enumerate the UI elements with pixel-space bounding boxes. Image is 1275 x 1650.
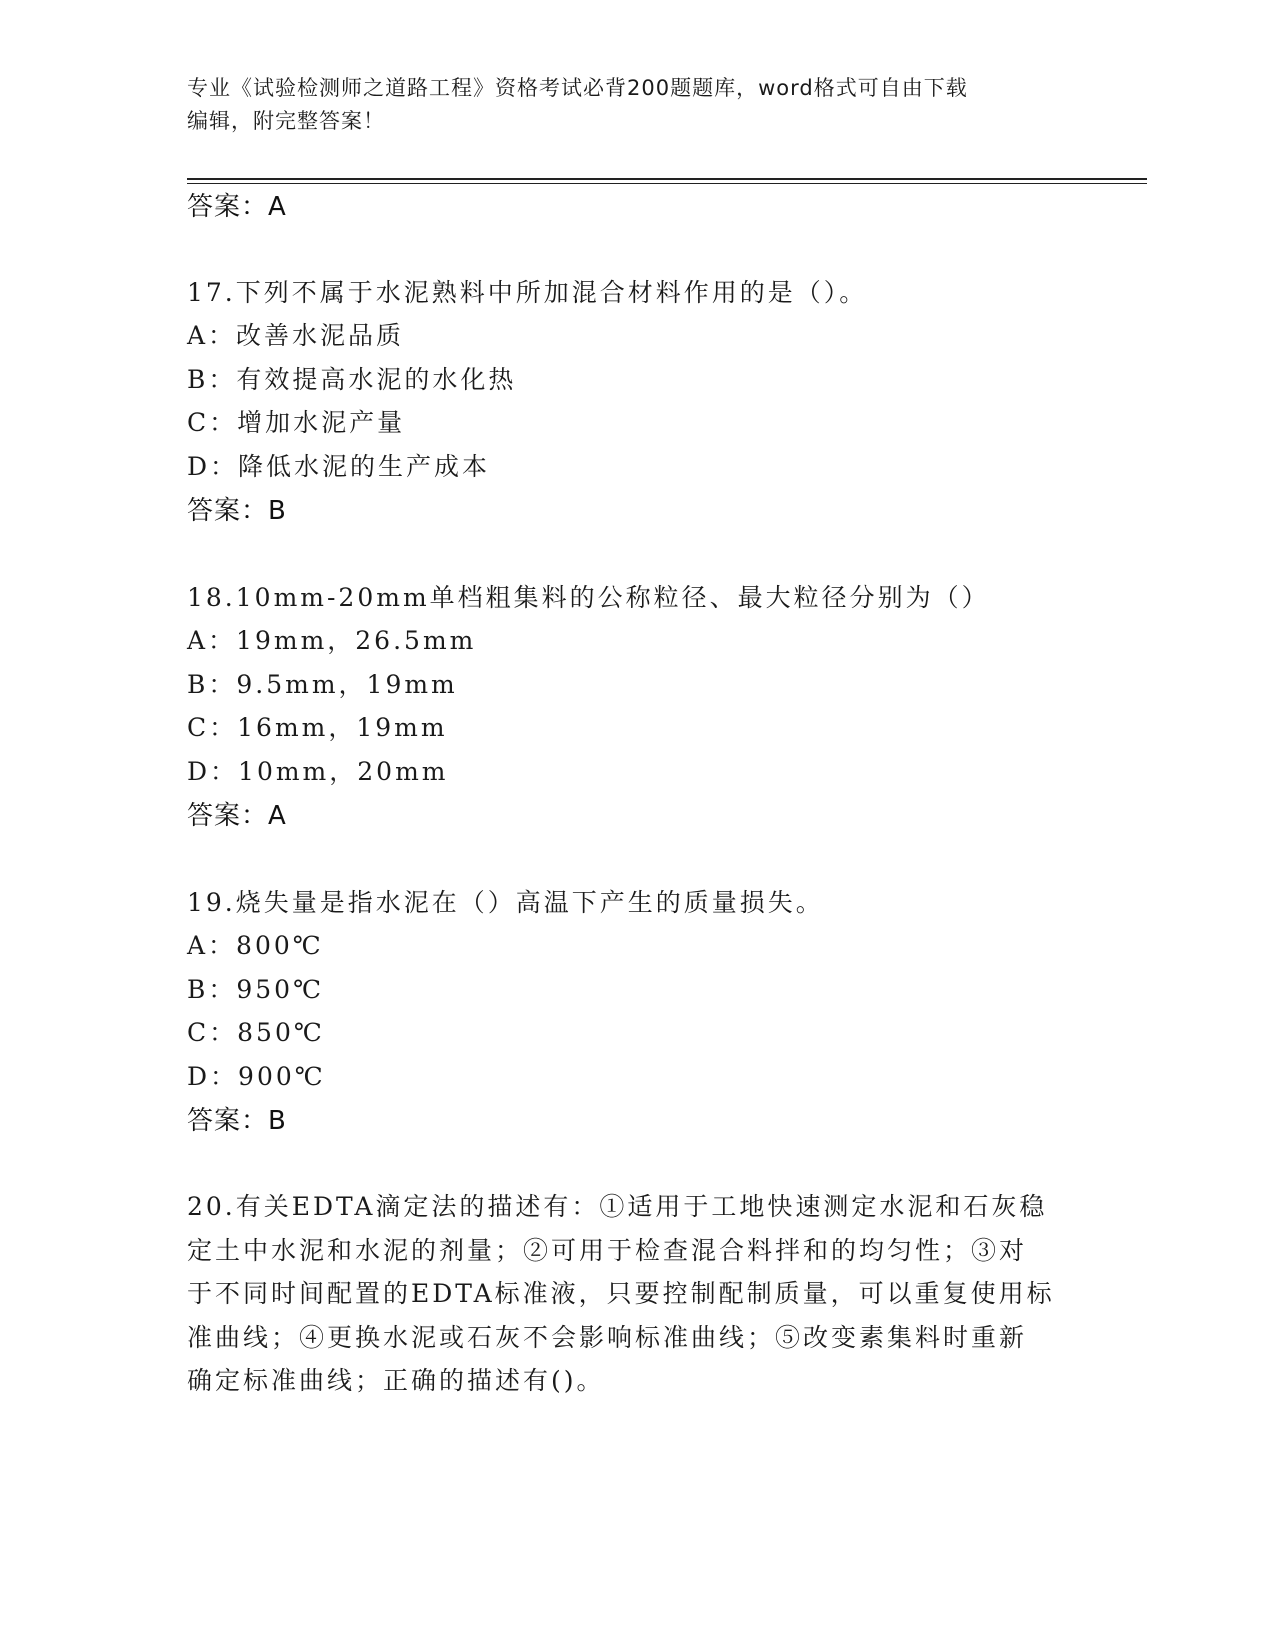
option-d: D：10mm，20mm — [187, 757, 449, 786]
question-stem: 18.10mm-20mm单档粗集料的公称粒径、最大粒径分别为（） — [187, 583, 990, 612]
option-a: A：改善水泥品质 — [187, 321, 405, 350]
option-c: C：增加水泥产量 — [187, 408, 406, 437]
option-c: C：850℃ — [187, 1018, 325, 1047]
header-line-2: 编辑，附完整答案！ — [187, 109, 385, 133]
option-a: A：19mm，26.5mm — [187, 626, 477, 655]
question-stem-line-3: 于不同时间配置的EDTA标准液，只要控制配制质量，可以重复使用标 — [187, 1279, 1055, 1308]
option-a: A：800℃ — [187, 931, 324, 960]
option-b: B：9.5mm，19mm — [187, 670, 458, 699]
option-b: B：950℃ — [187, 975, 325, 1004]
answer-q17: 答案：B — [187, 496, 287, 526]
header-line-1: 专业《试验检测师之道路工程》资格考试必背200题题库，word格式可自由下载 — [187, 76, 968, 100]
question-stem: 17.下列不属于水泥熟料中所加混合材料作用的是（）。 — [187, 278, 868, 307]
option-d: D：降低水泥的生产成本 — [187, 452, 491, 481]
answer-q16: 答案：A — [187, 192, 287, 222]
answer-q19: 答案：B — [187, 1106, 287, 1136]
question-stem: 19.烧失量是指水泥在（）高温下产生的质量损失。 — [187, 888, 824, 917]
document-header — [187, 72, 1067, 138]
option-c: C：16mm，19mm — [187, 713, 448, 742]
header-divider-thin — [187, 183, 1147, 184]
header-divider-thick — [187, 178, 1147, 180]
answer-q18: 答案：A — [187, 801, 287, 831]
question-stem-line-2: 定土中水泥和水泥的剂量；②可用于检查混合料拌和的均匀性；③对 — [187, 1236, 1028, 1265]
question-stem-line-5: 确定标准曲线；正确的描述有()。 — [187, 1366, 605, 1395]
question-stem-line-1: 20.有关EDTA滴定法的描述有：①适用于工地快速测定水泥和石灰稳 — [187, 1192, 1048, 1221]
option-b: B：有效提高水泥的水化热 — [187, 365, 517, 394]
question-stem-line-4: 准曲线；④更换水泥或石灰不会影响标准曲线；⑤改变素集料时重新 — [187, 1323, 1028, 1352]
option-d: D：900℃ — [187, 1062, 326, 1091]
